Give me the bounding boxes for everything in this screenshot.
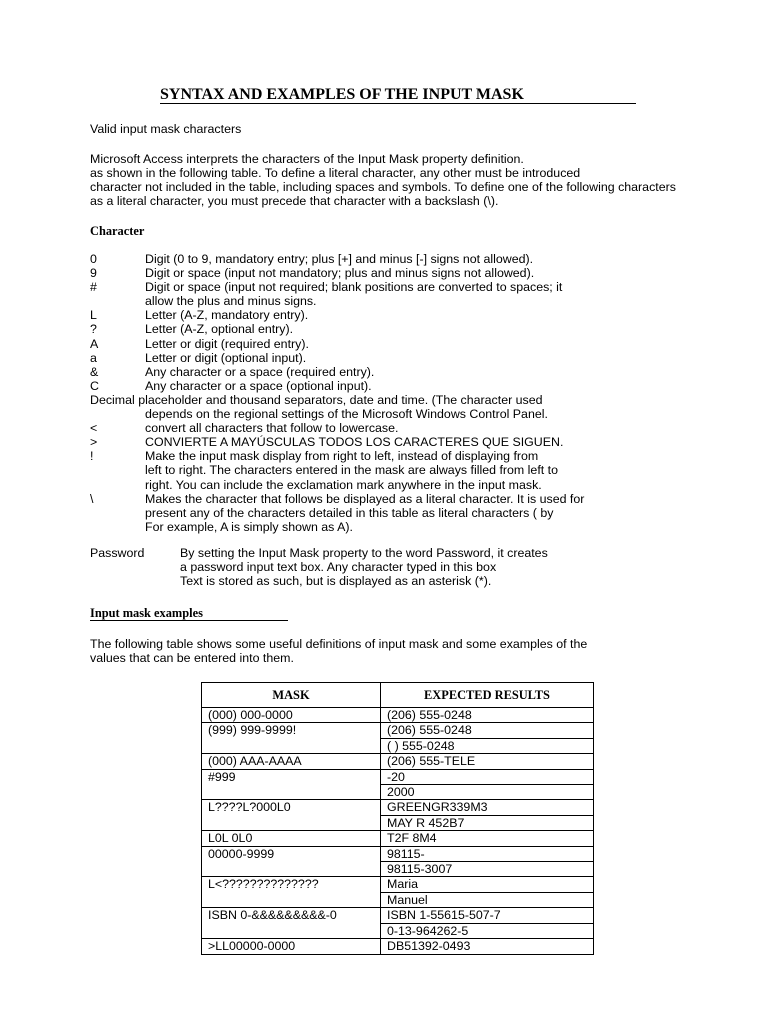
result-cell: MAY R 452B7: [381, 815, 594, 830]
character-key: !: [90, 449, 94, 464]
table-row: [202, 846, 594, 861]
mask-cell: (999) 999-9999!: [202, 723, 381, 754]
character-description: Digit or space (input not required; blank positions are converted to spaces; it: [145, 280, 563, 295]
mask-cell: #999: [202, 769, 381, 800]
character-description: right. You can include the exclamation mark anywhere in the input mask.: [145, 477, 542, 492]
character-key: >: [90, 435, 98, 450]
mask-cell: 00000-9999: [202, 846, 381, 877]
intro-line: as shown in the following table. To define a literal character, any other must be introduced: [90, 166, 581, 180]
examples-intro: [90, 637, 587, 665]
character-description: Digit or space (input not mandatory; plus and minus signs not allowed).: [145, 266, 535, 281]
character-description: Letter or digit (required entry).: [145, 336, 309, 351]
table-row: [202, 800, 594, 815]
result-cell: Maria: [381, 877, 594, 892]
examples-intro-line: values that can be entered into them.: [90, 651, 294, 665]
password-line: By setting the Input Mask property to the word Password, it creates: [180, 546, 548, 560]
result-cell: 98115-: [381, 846, 594, 861]
mask-cell: L<??????????????: [202, 877, 381, 908]
character-description: Any character or a space (required entry).: [145, 364, 375, 379]
character-description: convert all characters that follow to lowercase.: [145, 421, 399, 436]
character-description: Make the input mask display from right to left, instead of displaying from: [145, 449, 539, 464]
mask-cell: ISBN 0-&&&&&&&&&-0: [202, 908, 381, 939]
character-key: ?: [90, 322, 97, 337]
character-description: Makes the character that follows be displayed as a literal character. It is used for: [145, 491, 585, 506]
table-row: [202, 754, 594, 769]
password-line: a password input text box. Any character typed in this box: [180, 560, 497, 574]
input-mask-table: [201, 682, 594, 955]
result-cell: ISBN 1-55615-507-7: [381, 908, 594, 923]
result-cell: 2000: [381, 785, 594, 800]
result-cell: (206) 555-0248: [381, 723, 594, 738]
mask-cell: L????L?000L0: [202, 800, 381, 831]
table-row: [202, 831, 594, 846]
character-key: \: [90, 491, 94, 506]
subtitle: Valid input mask characters: [90, 122, 242, 136]
character-description: present any of the characters detailed in this table as literal characters ( by: [145, 505, 554, 520]
character-description: CONVIERTE A MAYÚSCULAS TODOS LOS CARACTERES QUE SIGUEN.: [145, 435, 564, 450]
character-key: A: [90, 336, 99, 351]
password-label: Password: [90, 546, 145, 560]
character-description: Letter (A-Z, optional entry).: [145, 322, 294, 337]
character-description: Digit (0 to 9, mandatory entry; plus [+] and minus [-] signs not allowed).: [145, 252, 534, 266]
character-description: left to right. The characters entered in the mask are always filled from left to: [145, 463, 558, 478]
character-description: Any character or a space (optional input).: [145, 378, 372, 393]
mask-cell: >LL00000-0000: [202, 939, 381, 954]
character-description: Letter (A-Z, mandatory entry).: [145, 308, 309, 323]
result-cell: ( ) 555-0248: [381, 738, 594, 753]
result-cell: 98115-3007: [381, 862, 594, 877]
mask-cell: L0L 0L0: [202, 831, 381, 846]
intro-paragraph: [90, 152, 676, 208]
character-key: <: [90, 421, 98, 436]
result-cell: GREENGR339M3: [381, 800, 594, 815]
mask-column-header: MASK: [202, 683, 381, 708]
result-cell: -20: [381, 769, 594, 784]
character-description: allow the plus and minus signs.: [145, 294, 317, 309]
password-line: Text is stored as such, but is displayed as an asterisk (*).: [180, 574, 492, 588]
table-row: [202, 723, 594, 738]
result-cell: Manuel: [381, 892, 594, 907]
character-key: 9: [90, 266, 97, 281]
mask-cell: (000) 000-0000: [202, 708, 381, 723]
result-cell: DB51392-0493: [381, 939, 594, 954]
character-key: &: [90, 364, 99, 379]
table-row: [202, 877, 594, 892]
table-row: [202, 708, 594, 723]
result-cell: T2F 8M4: [381, 831, 594, 846]
character-description: For example, A is simply shown as A).: [145, 519, 353, 534]
character-description: Letter or digit (optional input).: [145, 350, 307, 365]
character-description: depends on the regional settings of the Microsoft Windows Control Panel.: [145, 407, 548, 422]
examples-heading: Input mask examples: [90, 606, 288, 621]
table-row: [202, 769, 594, 784]
character-description: Decimal placeholder and thousand separators, date and time. (The character used: [90, 392, 543, 407]
character-key: #: [90, 280, 97, 295]
table-header-row: [202, 683, 594, 708]
intro-line: character not included in the table, including spaces and symbols. To define one of the following characters: [90, 180, 676, 194]
result-cell: (206) 555-0248: [381, 708, 594, 723]
mask-cell: (000) AAA-AAAA: [202, 754, 381, 769]
intro-line: Microsoft Access interprets the characters of the Input Mask property definition.: [90, 152, 524, 166]
result-cell: (206) 555-TELE: [381, 754, 594, 769]
character-key: C: [90, 378, 99, 393]
examples-intro-line: The following table shows some useful definitions of input mask and some examples of the: [90, 637, 588, 651]
table-row: [202, 939, 594, 954]
page-title: SYNTAX AND EXAMPLES OF THE INPUT MASK: [160, 86, 636, 104]
character-key: 0: [90, 252, 97, 266]
intro-line: as a literal character, you must precede that character with a backslash (\).: [90, 194, 499, 208]
results-column-header: EXPECTED RESULTS: [381, 683, 594, 708]
result-cell: 0-13-964262-5: [381, 923, 594, 938]
character-heading: Character: [90, 224, 145, 238]
table-row: [202, 908, 594, 923]
character-key: L: [90, 308, 97, 323]
password-description: [180, 546, 548, 588]
character-key: a: [90, 350, 97, 365]
